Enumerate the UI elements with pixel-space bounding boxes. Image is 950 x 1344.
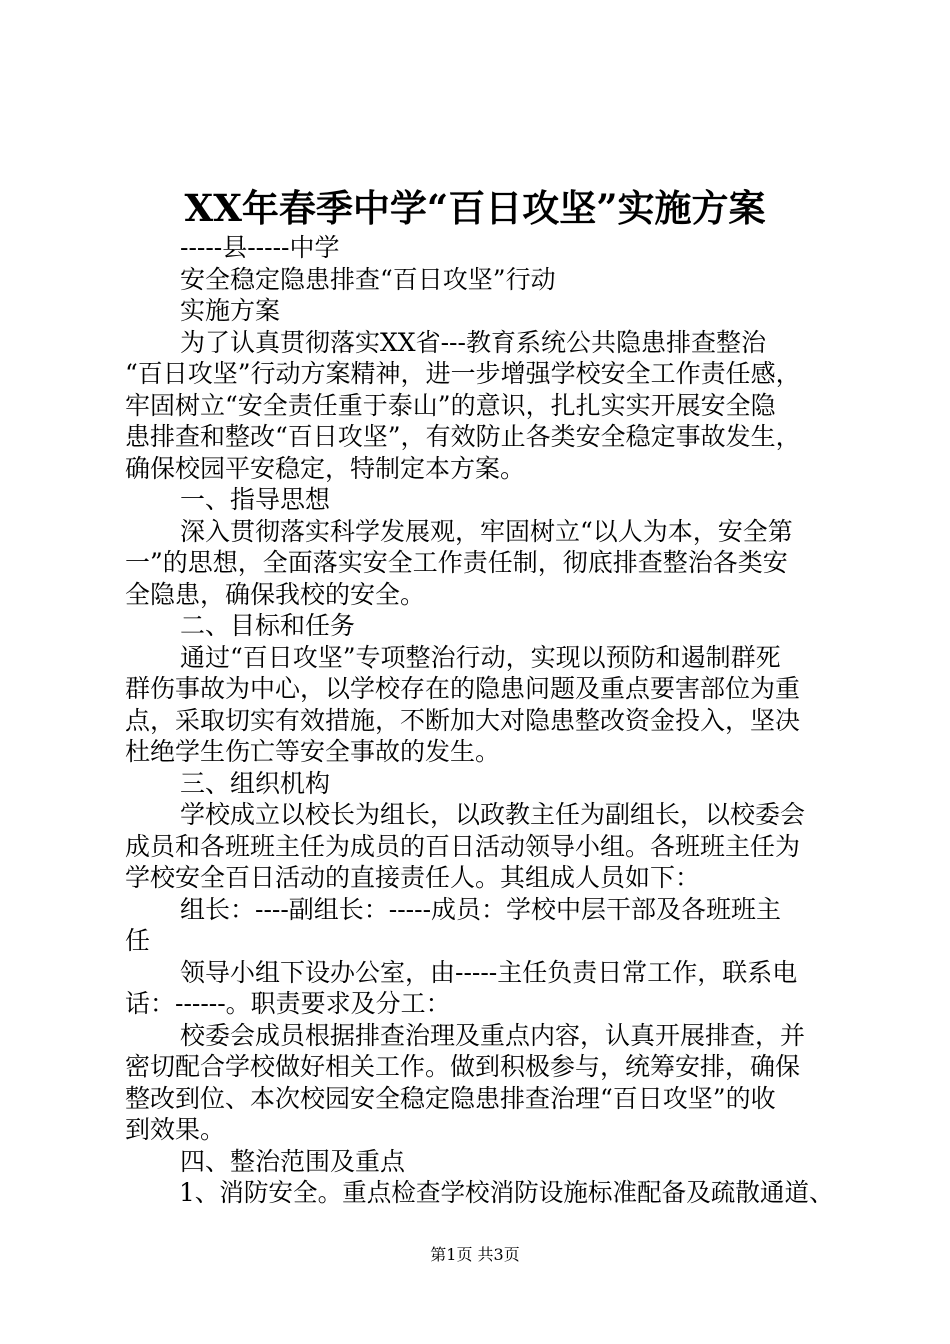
text-line: 话：------。职责要求及分工： — [125, 989, 451, 1018]
text-line: 确保校园平安稳定，特制定本方案。 — [125, 453, 526, 483]
text-line: 实施方案 — [180, 296, 281, 325]
text-line: -----县-----中学 — [180, 233, 340, 262]
text-line: “百日攻坚”行动方案精神，进一步增强学校安全工作责任感， — [125, 359, 801, 388]
text-line: 深入贯彻落实科学发展观，牢固树立“以人为本，安全第 — [180, 516, 793, 546]
text-line: 校委会成员根据排查治理及重点内容，认真开展排查，并 — [180, 1020, 806, 1050]
text-line: 一”的思想，全面落实安全工作责任制，彻底排查整治各类安 — [125, 548, 788, 577]
text-line: 组长：----副组长：-----成员：学校中层干部及各班班主 — [180, 894, 782, 924]
document-body — [125, 232, 835, 1209]
text-line: 成员和各班班主任为成员的百日活动领导小组。各班班主任为 — [125, 831, 801, 861]
text-line: 四、整治范围及重点 — [180, 1146, 406, 1176]
document-title: XX年春季中学“百日攻坚”实施方案 — [184, 186, 766, 230]
text-line: 安全稳定隐患排查“百日攻坚”行动 — [180, 264, 556, 294]
text-line: 牢固树立“安全责任重于泰山”的意识，扎扎实实开展安全隐 — [125, 390, 776, 420]
page-footer: 第1页 共3页 — [430, 1245, 520, 1264]
text-line: 全隐患，确保我校的安全。 — [125, 579, 426, 609]
text-line: 一、指导思想 — [180, 485, 331, 514]
text-line: 杜绝学生伤亡等安全事故的发生。 — [125, 737, 501, 766]
text-line: 到效果。 — [125, 1115, 226, 1144]
text-line: 学校成立以校长为组长，以政教主任为副组长，以校委会 — [180, 800, 806, 829]
text-line: 二、目标和任务 — [180, 611, 356, 640]
text-line: 点，采取切实有效措施，不断加大对隐患整改资金投入，坚决 — [125, 705, 801, 735]
text-line: 任 — [125, 926, 151, 955]
text-line: 1、消防安全。重点检查学校消防设施标准配备及疏散通道、 — [179, 1178, 834, 1207]
text-line: 密切配合学校做好相关工作。做到积极参与，统筹安排，确保 — [125, 1052, 801, 1081]
text-line: 为了认真贯彻落实XX省---教育系统公共隐患排查整治 — [180, 327, 766, 357]
text-line: 患排查和整改“百日攻坚”，有效防止各类安全稳定事故发生， — [125, 422, 801, 451]
text-line: 领导小组下设办公室，由-----主任负责日常工作，联系电 — [180, 957, 798, 987]
text-line: 学校安全百日活动的直接责任人。其组成人员如下： — [125, 863, 701, 892]
text-line: 群伤事故为中心，以学校存在的隐患问题及重点要害部位为重 — [125, 674, 801, 703]
text-line: 三、组织机构 — [180, 768, 331, 798]
text-line: 整改到位、本次校园安全稳定隐患排查治理“百日攻坚”的收 — [125, 1083, 776, 1113]
text-line: 通过“百日攻坚”专项整治行动，实现以预防和遏制群死 — [180, 642, 781, 672]
